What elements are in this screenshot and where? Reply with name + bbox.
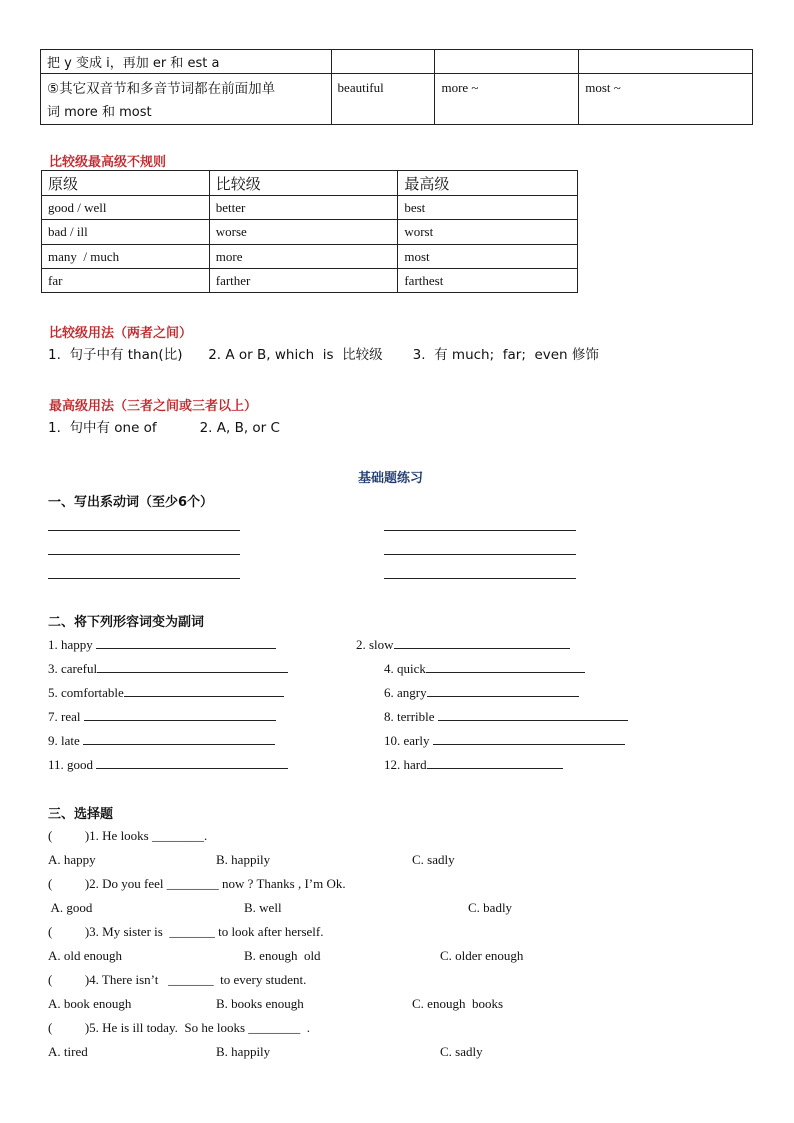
item-label: 9. late xyxy=(48,733,80,748)
adverb-item xyxy=(384,756,563,773)
item-label: 4. quick xyxy=(384,661,426,676)
question-1: ( )1. He looks ________. xyxy=(48,828,208,843)
question-3: ( )3. My sister is _______ to look after herself. xyxy=(48,924,324,939)
irregular-table xyxy=(41,170,578,293)
answer-blank[interactable] xyxy=(96,636,276,649)
table-header-row xyxy=(42,171,578,196)
table-cell: most xyxy=(398,245,578,269)
option-b[interactable]: B. happily xyxy=(216,1044,271,1059)
table-cell: worse xyxy=(209,220,398,245)
answer-blank[interactable] xyxy=(384,554,576,555)
option-a[interactable]: A. tired xyxy=(48,1044,88,1059)
header-superlative: 最高级 xyxy=(398,171,578,196)
item-label: 5. comfortable xyxy=(48,685,124,700)
item-label: 12. hard xyxy=(384,757,427,772)
answer-blank[interactable] xyxy=(83,732,275,745)
table-cell: better xyxy=(209,196,398,220)
option-a[interactable]: A. old enough xyxy=(48,948,123,963)
item-label: 7. real xyxy=(48,709,81,724)
item-label: 2. slow xyxy=(356,637,394,652)
table-cell: worst xyxy=(398,220,578,245)
answer-blank[interactable] xyxy=(427,684,579,697)
item-label: 8. terrible xyxy=(384,709,435,724)
item-label: 3. careful xyxy=(48,661,98,676)
adverb-item xyxy=(384,684,579,701)
item-label: 1. happy xyxy=(48,637,93,652)
table-cell: beautiful xyxy=(331,74,435,125)
header-comparative: 比较级 xyxy=(209,171,398,196)
table-cell: best xyxy=(398,196,578,220)
rule-cell xyxy=(41,74,332,125)
exercise-title: 基础题练习 xyxy=(358,471,424,486)
table-cell: farther xyxy=(209,269,398,293)
option-c[interactable]: C. enough books xyxy=(412,996,503,1011)
table-row xyxy=(41,50,753,74)
answer-blank[interactable] xyxy=(48,578,240,579)
table-cell: more xyxy=(209,245,398,269)
option-c[interactable]: C. badly xyxy=(468,900,513,915)
answer-blank[interactable] xyxy=(384,578,576,579)
question-4: ( )4. There isn’t _______ to every student. xyxy=(48,972,307,987)
item-label: 11. good xyxy=(48,757,94,772)
adverb-item xyxy=(48,636,276,653)
adverb-item xyxy=(48,660,288,677)
item-label: 10. early xyxy=(384,733,430,748)
irregular-title: 比较级最高级不规则 xyxy=(49,155,167,170)
option-b[interactable]: B. enough old xyxy=(244,948,321,963)
table-cell: bad / ill xyxy=(42,220,210,245)
section1-title: 一、写出系动词（至少6个） xyxy=(48,495,214,510)
adverb-item xyxy=(48,708,276,725)
option-b[interactable]: B. well xyxy=(244,900,282,915)
answer-blank[interactable] xyxy=(96,756,288,769)
answer-blank[interactable] xyxy=(124,684,284,697)
section2-title: 二、将下列形容词变为副词 xyxy=(48,615,205,630)
option-c[interactable]: C. sadly xyxy=(412,852,455,867)
table-cell: most ~ xyxy=(579,74,753,125)
comparative-usage-title: 比较级用法（两者之间） xyxy=(49,326,193,341)
question-5: ( )5. He is ill today. So he looks ________ . xyxy=(48,1020,311,1035)
rules-table xyxy=(40,49,753,125)
answer-blank[interactable] xyxy=(426,660,585,673)
answer-blank[interactable] xyxy=(48,530,240,531)
adverb-item xyxy=(48,684,284,701)
question-2: ( )2. Do you feel ________ now ? Thanks , I’m Ok. xyxy=(48,876,346,891)
option-b[interactable]: B. happily xyxy=(216,852,271,867)
table-row xyxy=(42,245,578,269)
table-row xyxy=(42,220,578,245)
section3-title: 三、选择题 xyxy=(48,807,114,822)
table-cell: good / well xyxy=(42,196,210,220)
table-row xyxy=(41,74,753,125)
table-cell: more ~ xyxy=(435,74,579,125)
table-cell: far xyxy=(42,269,210,293)
answer-blank[interactable] xyxy=(384,530,576,531)
option-a[interactable]: A. good xyxy=(48,900,93,915)
superlative-usage-line: 1. 句中有 one of 2. A, B, or C xyxy=(48,420,280,436)
adverb-item xyxy=(356,636,570,653)
table-row xyxy=(42,269,578,293)
answer-blank[interactable] xyxy=(97,660,288,673)
adverb-item xyxy=(384,732,625,749)
superlative-usage-title: 最高级用法（三者之间或三者以上） xyxy=(49,399,258,414)
adverb-item xyxy=(48,756,288,773)
table-cell: many / much xyxy=(42,245,210,269)
table-cell xyxy=(435,50,579,74)
answer-blank[interactable] xyxy=(84,708,276,721)
item-label: 6. angry xyxy=(384,685,427,700)
answer-blank[interactable] xyxy=(427,756,563,769)
table-cell xyxy=(331,50,435,74)
adverb-item xyxy=(384,708,628,725)
option-b[interactable]: B. books enough xyxy=(216,996,304,1011)
option-c[interactable]: C. sadly xyxy=(440,1044,483,1059)
answer-blank[interactable] xyxy=(394,636,570,649)
rule-text-line: 词 more 和 most xyxy=(47,105,152,120)
table-row xyxy=(42,196,578,220)
table-cell: farthest xyxy=(398,269,578,293)
answer-blank[interactable] xyxy=(433,732,625,745)
adverb-item xyxy=(384,660,585,677)
option-a[interactable]: A. happy xyxy=(48,852,96,867)
comparative-usage-line: 1. 句子中有 than(比) 2. A or B, which is 比较级 3. 有 much; far; even 修饰 xyxy=(48,347,599,363)
adverb-item xyxy=(48,732,275,749)
option-a[interactable]: A. book enough xyxy=(48,996,132,1011)
option-c[interactable]: C. older enough xyxy=(440,948,524,963)
header-base: 原级 xyxy=(42,171,210,196)
rule-cell: 把 y 变成 i，再加 er 和 est a xyxy=(41,50,332,74)
answer-blank[interactable] xyxy=(438,708,628,721)
table-cell xyxy=(579,50,753,74)
rule-text-line: ⑤其它双音节和多音节词都在前面加单 xyxy=(47,81,276,97)
answer-blank[interactable] xyxy=(48,554,240,555)
